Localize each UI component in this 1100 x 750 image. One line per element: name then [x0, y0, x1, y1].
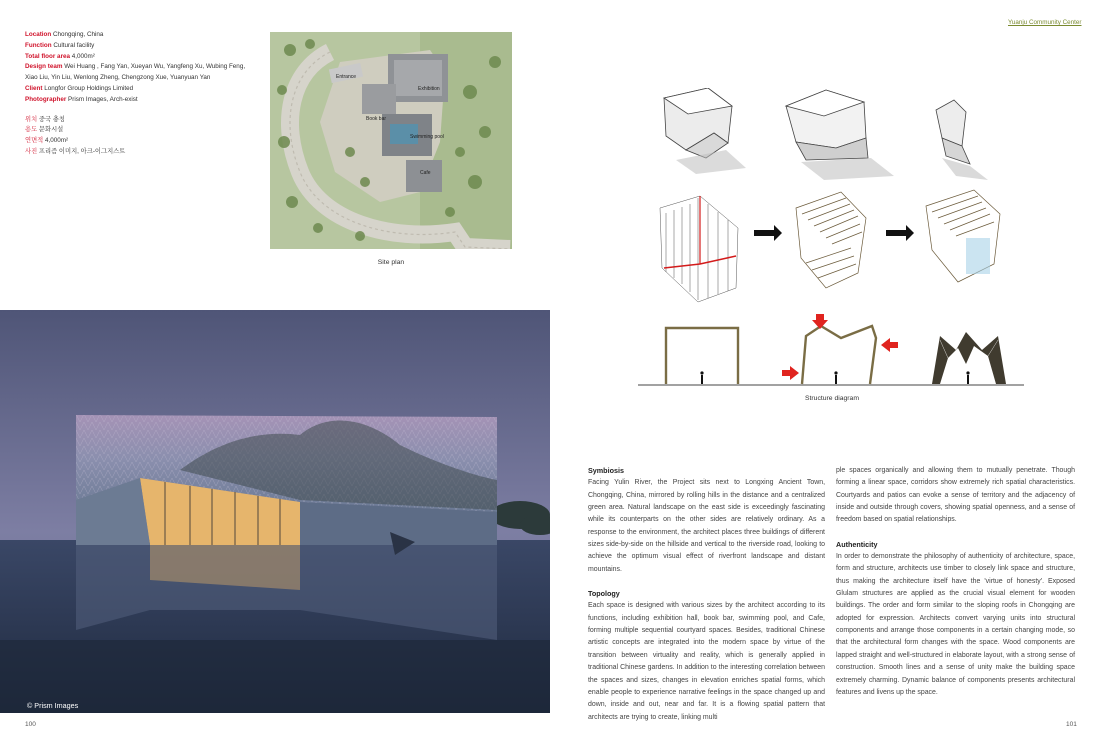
info-ko-function: 용도 문화시설 — [25, 126, 64, 134]
page-number-right: 101 — [1066, 721, 1077, 728]
page-number-left: 100 — [25, 721, 36, 728]
site-plan-label-book-bar: Book bar — [366, 116, 387, 122]
info-design-team: Design team Wei Huang , Fang Yan, Xueyan Wu, Yangfeng Xu, Wubing Feng, — [25, 63, 246, 71]
site-plan-image — [270, 32, 512, 249]
paragraph-topology-b: ple spaces organically and allowing them to mutually penetrate. Though forming a linear space, corridors show extremely rich spatial characteristics. Courtyards and patios can evoke a sense of territory and the adjacency of inside and outside through covers, showing spatial openness, and a sense of freedom based on spatial relationships. — [836, 467, 1075, 524]
project-info — [25, 30, 255, 158]
info-design-team-cont: Xiao Liu, Yin Liu, Wenlong Zheng, Chengzong Xue, Yuanyuan Yan — [25, 74, 211, 82]
article-column-1 — [588, 465, 825, 724]
structure-diagram-caption: Structure diagram — [804, 395, 860, 402]
paragraph-symbiosis: Facing Yulin River, the Project sits next to Longxing Ancient Town, Chongqing, China, mirrored by rolling hills in the distance and a centralized green area. Natural landscape on the east side is exceedingly fascinating while its counterparts on the other sides are relatively ordinary. As a response to the environment, the architect places three buildings of different sizes side-by-side on the hillside and vertical to the riverside road, looking to achieve the optimum visual effect of riverfront landscape and distant mountains. — [588, 479, 825, 573]
site-plan-label-exhibition: Exhibition — [418, 86, 440, 92]
site-plan-caption: Site plan — [377, 259, 405, 266]
photo-credit: © Prism Images — [27, 701, 79, 710]
article-column-2 — [836, 465, 1075, 699]
site-plan-label-pool: Swimming pool — [410, 134, 444, 140]
paragraph-authenticity: In order to demonstrate the philosophy of authenticity of architecture, space, form and structure, architects use timber to closely link space and structure, thus making the architecture itself have the 'virtue of honesty'. Exposed Glulam structures are applied as the crucial visual element for wooden buildings. The order and form similar to the sloping roofs in Chongqing are adopted for expression. Architects convert varying units into structural components and arrange those components in a certain changing mode, so that the architectural form changes with the space. Wood components are lapped straight and well-structured in elaborate layout, with a strong sense of construction. Smooth lines and a sense of unity make the building space extremely charming. Dynamic balance of components presents architectural features and livens up the space. — [836, 553, 1075, 696]
info-ko-area: 연면적 4,000m² — [25, 137, 69, 145]
info-function: Function Cultural facility — [25, 41, 95, 49]
info-ko-location: 위치 중국 충칭 — [25, 115, 66, 123]
paragraph-topology-a: Each space is designed with various sizes by the architect according to its functions, including exhibition hall, book bar, swimming pool, and Cafe, forming multiple sequential courtyard spaces. Besides, traditional Chinese artistic concepts are integrated into the modern space by virtue of the transition between virtuality and reality, which is generally applied in traditional Chinese gardens. In addition to the interesting correlation between the spaces and sizes, changes in elevation enriches spatial forms, which enable people to experience narrative feelings in the space changed up and down, inside and out, near and far. It is a flowing spatial pattern that architects are trying to create, linking multi — [588, 602, 825, 721]
building-photo — [0, 310, 550, 713]
site-plan-label-entrance: Entrance — [336, 74, 357, 80]
info-client: Client Longfor Group Holdings Limited — [25, 84, 134, 92]
heading-topology: Topology — [588, 589, 620, 599]
structure-diagrams — [636, 88, 1028, 398]
running-head: Yuanju Community Center — [1008, 19, 1082, 26]
info-location: Location Chongqing, China — [25, 31, 104, 38]
info-photographer: Photographer Prism Images, Arch-exist — [25, 95, 138, 103]
heading-authenticity: Authenticity — [836, 539, 878, 549]
site-plan-label-cafe: Cafe — [420, 170, 431, 176]
info-ko-photo: 사진 프리즘 이미지, 아크-이그지스트 — [25, 147, 126, 155]
heading-symbiosis: Symbiosis — [588, 466, 624, 475]
info-floor-area: Total floor area 4,000m² — [25, 52, 95, 60]
